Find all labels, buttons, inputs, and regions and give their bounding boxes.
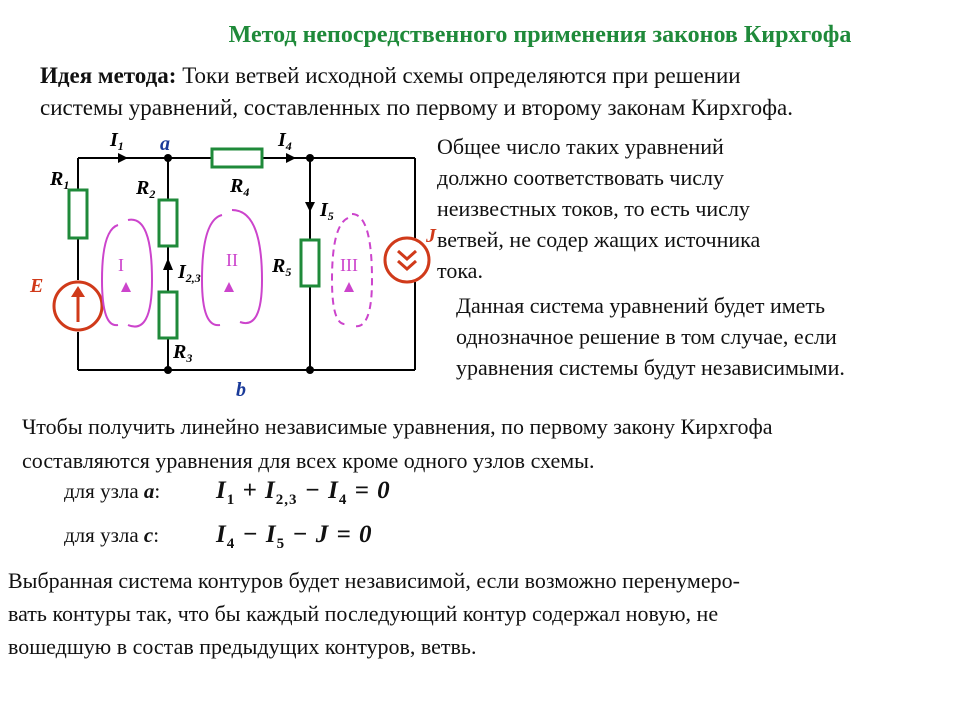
idea-line-2: системы уравнений, составленных по первому и второму законам Кирхгофа. [40,95,793,120]
final-line-1: Выбранная система контуров будет независимой, если возможно перенумеро- [8,568,740,593]
note-line-5: тока. [437,258,483,283]
note-line-4: ветвей, не содер жащих источника [437,227,761,252]
final-line-3: вошедшую в состав предыдущих контуров, ветвь. [8,634,477,659]
note-line-3: неизвестных токов, то есть числу [437,196,750,221]
arrow-i1 [118,153,128,163]
equation-a-formula: $I_1 + I_{2,3} - I_4 = 0$ [216,477,391,508]
node-a-dot [164,154,172,162]
note-line-6: Данная система уравнений будет иметь [456,293,826,318]
node-b-dot-left [164,366,172,374]
equation-c-formula: $I_4 - I_5 - J = 0$ [216,521,373,552]
resistor-r3 [159,292,177,338]
note-line-7: однозначное решение в том случае, если [456,324,837,349]
resistor-r5 [301,240,319,286]
label-i1: $I_1$ [110,129,124,153]
label-e: E [30,275,44,297]
note-line-1: Общее число таких уравнений [437,134,724,159]
resistor-r4 [212,149,262,167]
label-i5: $I_5$ [320,199,334,223]
label-node-a: a [160,133,170,155]
label-r5: $R_5$ [272,255,292,279]
idea-line-1: Токи ветвей исходной схемы определяются при решении [176,63,741,88]
resistor-r1 [69,190,87,238]
note-line-8: уравнения системы будут независимыми. [456,355,845,380]
idea-paragraph [40,60,940,124]
label-r1: $R_1$ [50,168,70,192]
contour-independence-paragraph [8,564,953,663]
equation-node-a: для узла a: $I_1 + I_{2,3} - I_4 = 0$ [64,477,391,508]
label-r2: $R_2$ [136,177,156,201]
arrow-i4 [286,153,296,163]
idea-label: Идея метода: [40,63,177,88]
kirchhoff-first-law-paragraph [22,410,952,478]
label-loop-3: III [340,255,358,275]
label-i4: $I_4$ [278,129,292,153]
label-r4: $R_4$ [230,175,250,199]
paragraph-line-2: составляются уравнения для всех кроме одного узлов схемы. [22,448,595,473]
label-i23: $I_{2,3}$ [178,261,201,285]
paragraph-line-1: Чтобы получить линейно независимые уравнения, по первому закону Кирхгофа [22,414,773,439]
final-line-2: вать контуры так, что бы каждый последующий контур содержал новую, не [8,601,719,626]
node-c-dot [306,154,314,162]
equation-node-c: для узла c: $I_4 - I_5 - J = 0$ [64,521,373,552]
label-node-b: b [236,379,246,401]
resistor-r2 [159,200,177,246]
equations-count-note [437,131,867,286]
circuit-diagram [0,129,436,401]
label-loop-1: I [118,255,124,275]
arrow-i23 [163,258,173,270]
note-line-2: должно соответствовать числу [437,165,724,190]
label-loop-2: II [226,250,238,270]
arrow-i5 [305,202,315,212]
label-r3: $R_3$ [173,341,193,365]
label-j: J [426,225,436,247]
uniqueness-note [456,290,946,383]
page-title: Метод непосредственного применения законов Кирхгофа [228,22,852,48]
node-b-dot-right [306,366,314,374]
